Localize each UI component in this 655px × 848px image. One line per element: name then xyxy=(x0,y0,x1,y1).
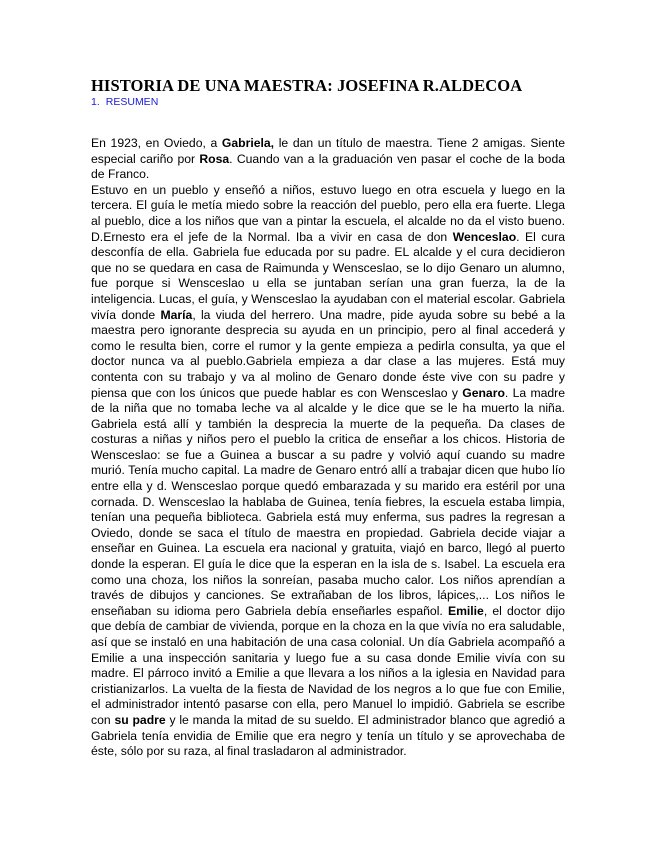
text-run: le dan un título de maestra. Tiene 2 amigas. Siente especial cariño por xyxy=(91,136,565,166)
bold-name: Emilie xyxy=(447,603,484,618)
text-run: . Cuando van a la graduación ven pasar el coche de la boda de Franco. xyxy=(91,151,565,182)
text-run: Estuvo en un pueblo y enseñó a niños, estuvo luego en otra escuela y luego en la tercera. El guía le metía miedo sobre la reacción del pueblo, pero ella era fuerte. Llega al pueblo, dice a los niños que van a pintar la escuela, el alcalde no da el visto bueno. D.Ernesto era el jefe de la Normal. Iba a vivir en casa de don xyxy=(91,182,565,244)
text-run: . El cura desconfía de ella. Gabriela fue educada por su padre. EL alcalde y el cura decidieron que no se quedara en casa de Raimunda y Wensceslao, se lo dijo Genaro un alumno, fue porque si Wensceslao u ella se juntaban serían una gran fuerza, la de la inteligencia. Lucas, el guía, y Wensceslao la ayudaban con el material escolar. Gabriela vivía donde xyxy=(91,229,565,322)
section-heading xyxy=(91,96,158,108)
paragraph xyxy=(91,136,565,183)
bold-name: Genaro xyxy=(462,385,505,400)
text-run: , el doctor dijo que debía de cambiar de vivienda, porque en la choza en la que vivía no era saludable, así que se instaló en una habitación de una casa colonial. Un día Gabriela acompañó a Emilie a una inspección sanitaria y luego fue a su casa donde Emilie vivía con su madre. El párroco invitó a Emilie a que llevara a los niños a la iglesia en Navidad para cristianizarlos. La vuelta de la fiesta de Navidad de los negros a lo que fue con Emilie, el administrador intentó pasarse con ella, pero Manuel lo impidió. Gabriela se escribe con xyxy=(91,603,566,727)
section-label: RESUMEN xyxy=(105,96,159,108)
paragraph xyxy=(91,183,565,760)
bold-name: su padre xyxy=(114,712,166,727)
section-number: 1. xyxy=(91,96,100,108)
bold-name: Wenceslao xyxy=(452,229,517,244)
document-title: HISTORIA DE UNA MAESTRA: JOSEFINA R.ALDECOA xyxy=(91,76,523,95)
summary-body xyxy=(91,136,565,760)
bold-name: Rosa xyxy=(199,151,230,166)
bold-name: Gabriela, xyxy=(221,136,275,150)
bold-name: María xyxy=(160,307,193,322)
text-run: y le manda la mitad de su sueldo. El administrador blanco que agredió a Gabriela tenía envidia de Emilie que era negro y tenía un título y se aprovechaba de éste, sólo por su raza, al final trasladaron al administrador. xyxy=(91,712,565,759)
text-run: En 1923, en Oviedo, a xyxy=(91,136,222,150)
text-run: , la viuda del herrero. Una madre, pide ayuda sobre su bebé a la maestra pero ignorante desprecia su ayuda en un principio, pero al final accederá y como le resulta bien, corre el rumor y la gente empieza a pedirla consulta, ya que el doctor nunca va al pueblo.Gabriela empieza a dar clase a las mujeres. Está muy contenta con su trabajo y va al molino de Genaro donde éste vive con su padre y piensa que con los únicos que puede hablar es con Wensceslao y xyxy=(91,307,565,400)
text-run: . La madre de la niña que no tomaba leche va al alcalde y le dice que se le ha muerto la niña. Gabriela está allí y también la desprecia la muerte de la pequeña. Da clases de costuras a niñas y niños pero el pueblo la critica de enseñar a los chicos. Historia de Wensceslao: se fue a Guinea a buscar a su padre y volvió aquí cuando su madre murió. Tenía mucho capital. La madre de Genaro entró allí a trabajar dicen que hubo lío entre ella y d. Wensceslao porque quedó embarazada y su marido era estéril por una cornada. D. Wensceslao la hablaba de Guinea, tenía fiebres, la escuela estaba limpia, tenían una pequeña biblioteca. Gabriela está muy enferma, sus padres la regresan a Oviedo, donde se saca el título de maestra en propiedad. Gabriela decide viajar a enseñar en Guinea. La escuela era nacional y gratuita, viajó en barco, llegó al puerto donde la esperan. El guía le dice que la esperan en la isla de s. Isabel. La escuela era como una choza, los niños la sonreían, pasaba mucho calor. Los niños aprendían a través de dibujos y canciones. Se extrañaban de los libros, lápices,... Los niños le enseñaban su idioma pero Gabriela debía enseñarles español. xyxy=(91,385,565,618)
